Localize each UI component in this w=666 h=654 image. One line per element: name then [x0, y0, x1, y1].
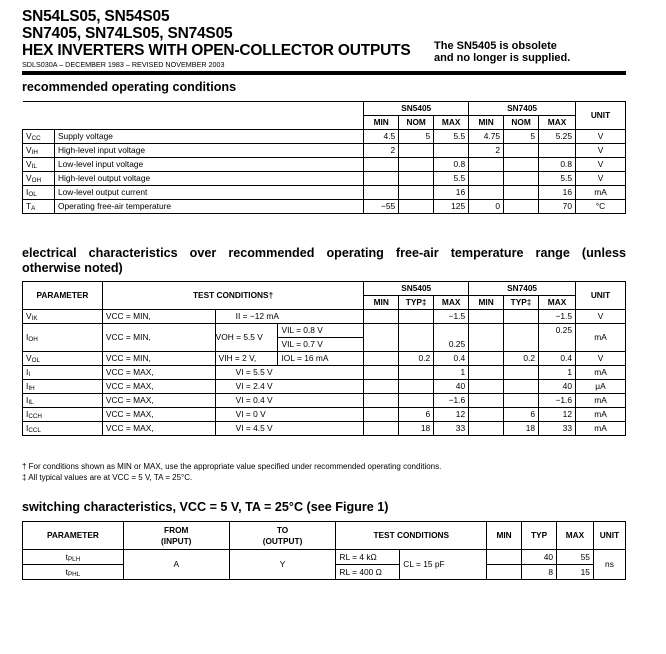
- roc-heading: recommended operating conditions: [22, 80, 237, 94]
- table-row: [23, 200, 626, 214]
- typ-2: 18: [504, 422, 539, 436]
- roc-desc: Operating free-air temperature: [54, 200, 363, 214]
- elec-unit-header: UNIT: [576, 282, 626, 310]
- footnote-dagger: † For conditions shown as MIN or MAX, use the appropriate value specified under recommended operating conditions.: [22, 462, 442, 471]
- doc-revision-line: SDLS030A – DECEMBER 1983 – REVISED NOVEMBER 2003: [22, 60, 225, 69]
- obsolete-line-1: The SN5405 is obsolete: [434, 40, 557, 52]
- typ-2: 6: [504, 408, 539, 422]
- sw-max-1: 55: [557, 550, 594, 565]
- roc-value: 0.8: [539, 158, 576, 172]
- roc-min-1: MIN: [364, 116, 399, 130]
- table-row: [23, 186, 626, 200]
- elec-min-2: MIN: [469, 296, 504, 310]
- roc-unit: °C: [576, 200, 626, 214]
- roc-unit: V: [576, 144, 626, 158]
- sw-typ-header: TYP: [522, 522, 557, 550]
- roc-value: [399, 186, 434, 200]
- roc-value: 4.5: [364, 130, 399, 144]
- table-row: [23, 422, 626, 436]
- roc-value: [539, 144, 576, 158]
- roc-desc: Low-level input voltage: [54, 158, 363, 172]
- sw-input: A: [123, 550, 229, 580]
- elec-table: [22, 281, 626, 436]
- cond-3b: VIL = 0.7 V: [278, 338, 364, 352]
- sw-min-header: MIN: [487, 522, 522, 550]
- typ-2: [504, 394, 539, 408]
- max-2: 0.4: [539, 352, 576, 366]
- param: $I_{IH}$: [23, 380, 103, 394]
- elec-max-2: MAX: [539, 296, 576, 310]
- sw-to-header: TO (OUTPUT): [229, 522, 336, 550]
- max-1: 0.4: [434, 352, 469, 366]
- table-row: [23, 158, 626, 172]
- roc-table: [22, 101, 626, 214]
- sw-unit: ns: [593, 550, 625, 580]
- roc-unit-header: UNIT: [576, 102, 626, 130]
- unit: μA: [576, 380, 626, 394]
- max-1: 1: [434, 366, 469, 380]
- elec-group-sn7405: SN7405: [469, 282, 576, 296]
- table-row: [23, 550, 626, 565]
- switching-table: [22, 521, 626, 580]
- unit: mA: [576, 408, 626, 422]
- roc-value: 4.75: [469, 130, 504, 144]
- roc-value: 16: [539, 186, 576, 200]
- typ-1: 18: [399, 422, 434, 436]
- sw-cl: CL = 15 pF: [400, 550, 487, 580]
- max-2: −1.5: [539, 310, 576, 324]
- roc-nom-2: NOM: [504, 116, 539, 130]
- sw-typ-2: 8: [522, 565, 557, 580]
- roc-value: [469, 158, 504, 172]
- elec-typ-2: TYP‡: [504, 296, 539, 310]
- table-row: [23, 130, 626, 144]
- table-row: [23, 366, 626, 380]
- roc-symbol: $V_{IL}$: [23, 158, 55, 172]
- roc-desc: High-level output voltage: [54, 172, 363, 186]
- roc-unit: mA: [576, 186, 626, 200]
- param-vol: $V_{OL}$: [23, 352, 103, 366]
- roc-value: 70: [539, 200, 576, 214]
- roc-nom-1: NOM: [399, 116, 434, 130]
- roc-max-1: MAX: [434, 116, 469, 130]
- roc-value: [434, 144, 469, 158]
- cond-2: VI = 5.5 V: [215, 366, 364, 380]
- cond-1: VCC = MAX,: [102, 366, 215, 380]
- unit: mA: [576, 422, 626, 436]
- obsolete-line-2: and no longer is supplied.: [434, 52, 571, 64]
- cond-2: VOH = 5.5 V: [215, 324, 278, 352]
- cond-1: VCC = MIN,: [102, 310, 215, 324]
- cond-2: VIH = 2 V,: [215, 352, 278, 366]
- roc-value: 0: [469, 200, 504, 214]
- elec-heading-1: electrical characteristics over recommended operating free-air temperature range (unless: [22, 246, 626, 260]
- roc-value: [504, 144, 539, 158]
- roc-value: 0.8: [434, 158, 469, 172]
- param: $I_I$: [23, 366, 103, 380]
- table-row: [23, 380, 626, 394]
- sw-param-tplh: $t_{PLH}$: [23, 550, 124, 565]
- cond-1: VCC = MAX,: [102, 394, 215, 408]
- switching-heading: switching characteristics, VCC = 5 V, TA = 25°C (see Figure 1): [22, 500, 389, 514]
- unit: mA: [576, 366, 626, 380]
- roc-value: 5.5: [539, 172, 576, 186]
- roc-value: [504, 172, 539, 186]
- max-2: 0.25: [539, 324, 576, 338]
- table-row: [23, 408, 626, 422]
- unit: V: [576, 310, 626, 324]
- roc-symbol: $V_{OH}$: [23, 172, 55, 186]
- max-2: 40: [539, 380, 576, 394]
- max-2: 12: [539, 408, 576, 422]
- typ-1: [399, 380, 434, 394]
- typ-1: [399, 366, 434, 380]
- header-rule: [22, 71, 626, 75]
- roc-value: 5: [399, 130, 434, 144]
- roc-max-2: MAX: [539, 116, 576, 130]
- typ-2: [504, 380, 539, 394]
- footnote-double-dagger: ‡ All typical values are at VCC = 5 V, TA = 25°C.: [22, 472, 193, 482]
- param-ioh: $I_{OH}$: [23, 324, 103, 352]
- cond-2: VI = 4.5 V: [215, 422, 364, 436]
- roc-unit: V: [576, 172, 626, 186]
- cond-1: VCC = MAX,: [102, 408, 215, 422]
- param: $I_{CCL}$: [23, 422, 103, 436]
- sw-rl-2: RL = 400 Ω: [336, 565, 400, 580]
- title-line-1: SN54LS05, SN54S05: [22, 8, 170, 25]
- cond-3: IOL = 16 mA: [278, 352, 364, 366]
- typ-1: [399, 394, 434, 408]
- roc-desc: Low-level output current: [54, 186, 363, 200]
- max-1: −1.5: [434, 310, 469, 324]
- roc-value: [399, 200, 434, 214]
- unit: V: [576, 352, 626, 366]
- param: $I_{IL}$: [23, 394, 103, 408]
- roc-value: 2: [364, 144, 399, 158]
- roc-value: 5.25: [539, 130, 576, 144]
- elec-test-header: TEST CONDITIONS†: [102, 282, 363, 310]
- roc-group-sn7405: SN7405: [469, 102, 576, 116]
- roc-desc: Supply voltage: [54, 130, 363, 144]
- table-row: [23, 172, 626, 186]
- roc-value: 5: [504, 130, 539, 144]
- sw-max-header: MAX: [557, 522, 594, 550]
- sw-from-header: FROM (INPUT): [123, 522, 229, 550]
- roc-symbol: $V_{CC}$: [23, 130, 55, 144]
- cond-2: II = −12 mA: [215, 310, 364, 324]
- roc-value: [364, 186, 399, 200]
- elec-group-sn5405: SN5405: [364, 282, 469, 296]
- cond-1: VCC = MAX,: [102, 422, 215, 436]
- roc-value: [399, 144, 434, 158]
- sw-param-header: PARAMETER: [23, 522, 124, 550]
- typ-2: 0.2: [504, 352, 539, 366]
- sw-output: Y: [229, 550, 336, 580]
- elec-typ-1: TYP‡: [399, 296, 434, 310]
- roc-value: [469, 172, 504, 186]
- max-2: 1: [539, 366, 576, 380]
- cond-2: VI = 0.4 V: [215, 394, 364, 408]
- roc-symbol: $I_{OL}$: [23, 186, 55, 200]
- roc-desc: High-level input voltage: [54, 144, 363, 158]
- table-row: [23, 144, 626, 158]
- roc-unit: V: [576, 158, 626, 172]
- roc-value: 125: [434, 200, 469, 214]
- cond-2: VI = 2.4 V: [215, 380, 364, 394]
- table-row: [23, 324, 626, 338]
- elec-min-1: MIN: [364, 296, 399, 310]
- max-2: −1.6: [539, 394, 576, 408]
- table-row: [23, 394, 626, 408]
- roc-blank: [23, 102, 364, 130]
- title-line-2: SN7405, SN74LS05, SN74S05: [22, 25, 233, 42]
- elec-max-1: MAX: [434, 296, 469, 310]
- roc-value: [504, 186, 539, 200]
- max-1: 12: [434, 408, 469, 422]
- param: $I_{CCH}$: [23, 408, 103, 422]
- cond-1: VCC = MAX,: [102, 380, 215, 394]
- cond-2: VI = 0 V: [215, 408, 364, 422]
- roc-value: −55: [364, 200, 399, 214]
- cond-1: VCC = MIN,: [102, 324, 215, 352]
- roc-value: [399, 172, 434, 186]
- roc-value: 16: [434, 186, 469, 200]
- typ-1: 0.2: [399, 352, 434, 366]
- max-1: 0.25: [434, 338, 469, 352]
- roc-value: [364, 158, 399, 172]
- roc-value: [469, 186, 504, 200]
- max-1: 40: [434, 380, 469, 394]
- sw-param-tphl: $t_{PHL}$: [23, 565, 124, 580]
- sw-max-2: 15: [557, 565, 594, 580]
- roc-value: [399, 158, 434, 172]
- sw-test-header: TEST CONDITIONS: [336, 522, 487, 550]
- roc-symbol: $T_A$: [23, 200, 55, 214]
- cond-3a: VIL = 0.8 V: [278, 324, 364, 338]
- obsolete-notice: [434, 40, 570, 64]
- roc-value: 5.5: [434, 130, 469, 144]
- title-line-3: HEX INVERTERS WITH OPEN-COLLECTOR OUTPUTS: [22, 42, 411, 59]
- footnotes: [22, 462, 441, 483]
- table-row: [23, 352, 626, 366]
- cond-1: VCC = MIN,: [102, 352, 215, 366]
- roc-group-sn5405: SN5405: [364, 102, 469, 116]
- sw-typ-1: 40: [522, 550, 557, 565]
- sw-unit-header: UNIT: [593, 522, 625, 550]
- typ-2: [504, 366, 539, 380]
- roc-value: [504, 200, 539, 214]
- unit: mA: [576, 324, 626, 352]
- table-row: [23, 310, 626, 324]
- elec-param-header: PARAMETER: [23, 282, 103, 310]
- roc-value: 5.5: [434, 172, 469, 186]
- max-2: 33: [539, 422, 576, 436]
- roc-symbol: $V_{IH}$: [23, 144, 55, 158]
- unit: mA: [576, 394, 626, 408]
- elec-heading-2: otherwise noted): [22, 261, 123, 275]
- typ-1: 6: [399, 408, 434, 422]
- roc-value: [504, 158, 539, 172]
- max-1: −1.6: [434, 394, 469, 408]
- roc-min-2: MIN: [469, 116, 504, 130]
- max-1: 33: [434, 422, 469, 436]
- param-vik: $V_{IK}$: [23, 310, 103, 324]
- roc-value: 2: [469, 144, 504, 158]
- sw-rl-1: RL = 4 kΩ: [336, 550, 400, 565]
- roc-unit: V: [576, 130, 626, 144]
- roc-value: [364, 172, 399, 186]
